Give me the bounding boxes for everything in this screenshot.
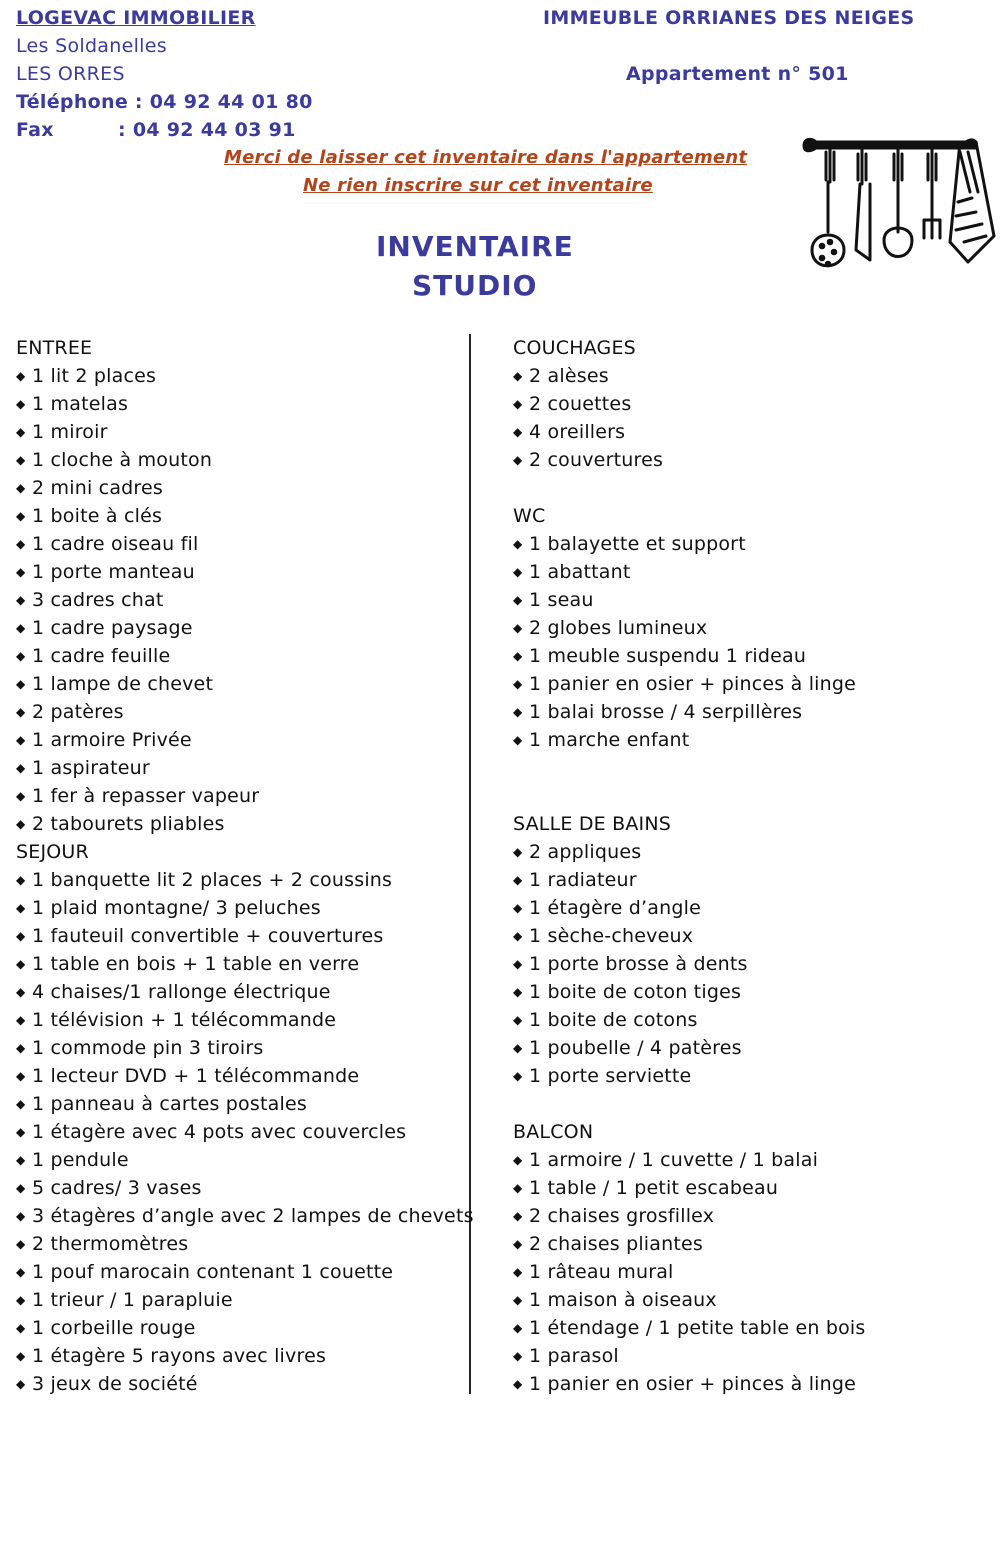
list-item-text: 1 panneau à cartes postales: [32, 1093, 307, 1115]
bullet-icon: ◆: [16, 677, 26, 691]
list-item: [513, 586, 866, 614]
bullet-icon: ◆: [16, 1377, 26, 1391]
list-item-text: 1 lecteur DVD + 1 télécommande: [32, 1065, 360, 1087]
list-item-text: 1 abattant: [529, 561, 631, 583]
list-item: [16, 1202, 474, 1230]
list-item: [16, 418, 474, 446]
bullet-icon: ◆: [16, 453, 26, 467]
list-item-text: 1 boite à clés: [32, 505, 163, 527]
list-item-text: 2 couettes: [529, 393, 632, 415]
list-item-text: 1 matelas: [32, 393, 129, 415]
list-item-text: 1 étagère d’angle: [529, 897, 701, 919]
bullet-icon: ◆: [513, 593, 523, 607]
spacer: [513, 474, 866, 502]
section-title-sejour: SEJOUR: [16, 841, 89, 863]
list-item-text: 1 panier en osier + pinces à linge: [529, 673, 857, 695]
list-item: [16, 922, 474, 950]
list-item: [513, 1146, 866, 1174]
list-item-text: 2 mini cadres: [32, 477, 164, 499]
list-item: [16, 782, 474, 810]
bullet-icon: ◆: [16, 817, 26, 831]
bullet-icon: ◆: [513, 1153, 523, 1167]
list-item-text: 1 parasol: [529, 1345, 619, 1367]
fax-number: : 04 92 44 03 91: [118, 119, 296, 141]
list-item: [513, 558, 866, 586]
list-item: [513, 1006, 866, 1034]
list-item: [513, 838, 866, 866]
page-subtitle: STUDIO: [412, 269, 538, 302]
list-item-text: 4 chaises/1 rallonge électrique: [32, 981, 331, 1003]
list-item: [16, 474, 474, 502]
bullet-icon: ◆: [513, 985, 523, 999]
list-item-text: 1 cadre paysage: [32, 617, 193, 639]
list-item: [513, 418, 866, 446]
bullet-icon: ◆: [16, 425, 26, 439]
bullet-icon: ◆: [513, 369, 523, 383]
list-item: [16, 1118, 474, 1146]
bullet-icon: ◆: [16, 985, 26, 999]
right-column: [513, 334, 866, 1398]
bullet-icon: ◆: [16, 901, 26, 915]
list-item-text: 2 tabourets pliables: [32, 813, 225, 835]
bullet-icon: ◆: [513, 1041, 523, 1055]
bullet-icon: ◆: [16, 1293, 26, 1307]
bullet-icon: ◆: [513, 957, 523, 971]
list-item: [513, 446, 866, 474]
bullet-icon: ◆: [513, 677, 523, 691]
bullet-icon: ◆: [16, 929, 26, 943]
bullet-icon: ◆: [16, 369, 26, 383]
list-item: [513, 530, 866, 558]
bullet-icon: ◆: [513, 1013, 523, 1027]
list-item-text: 1 étagère 5 rayons avec livres: [32, 1345, 327, 1367]
list-item-text: 1 étagère avec 4 pots avec couvercles: [32, 1121, 407, 1143]
list-item-text: 1 porte brosse à dents: [529, 953, 748, 975]
list-item-text: 2 patères: [32, 701, 124, 723]
spacer: [513, 782, 866, 810]
section-title-entree: ENTREE: [16, 337, 93, 359]
list-item: [16, 1230, 474, 1258]
bullet-icon: ◆: [513, 425, 523, 439]
list-item-text: 1 commode pin 3 tiroirs: [32, 1037, 264, 1059]
list-item: [16, 390, 474, 418]
list-item-text: 1 fer à repasser vapeur: [32, 785, 260, 807]
list-item: [513, 698, 866, 726]
list-item-text: 1 panier en osier + pinces à linge: [529, 1373, 857, 1395]
bullet-icon: ◆: [513, 537, 523, 551]
bullet-icon: ◆: [16, 1321, 26, 1335]
bullet-icon: ◆: [16, 1349, 26, 1363]
list-item-text: 1 seau: [529, 589, 594, 611]
list-item: [513, 978, 866, 1006]
bullet-icon: ◆: [513, 929, 523, 943]
bullet-icon: ◆: [16, 957, 26, 971]
kitchen-utensils-icon: [800, 132, 1000, 280]
apartment-number: Appartement n° 501: [626, 63, 849, 85]
bullet-icon: ◆: [16, 593, 26, 607]
list-item-text: 1 balai brosse / 4 serpillères: [529, 701, 803, 723]
notice-leave-inventory: Merci de laisser cet inventaire dans l'appartement: [224, 147, 748, 168]
list-item: [16, 670, 474, 698]
list-item-text: 3 cadres chat: [32, 589, 164, 611]
list-item: [16, 530, 474, 558]
list-item: [513, 1286, 866, 1314]
list-item-text: 3 jeux de société: [32, 1373, 198, 1395]
list-item: [513, 1062, 866, 1090]
bullet-icon: ◆: [513, 1293, 523, 1307]
list-item: [16, 1062, 474, 1090]
phone-number: Téléphone : 04 92 44 01 80: [16, 91, 313, 113]
list-item-text: 1 râteau mural: [529, 1261, 674, 1283]
list-item-text: 1 boite de coton tiges: [529, 981, 742, 1003]
bullet-icon: ◆: [513, 397, 523, 411]
list-item: [513, 1258, 866, 1286]
bullet-icon: ◆: [16, 1237, 26, 1251]
list-item: [16, 502, 474, 530]
bullet-icon: ◆: [16, 1041, 26, 1055]
list-item: [16, 1034, 474, 1062]
bullet-icon: ◆: [16, 1265, 26, 1279]
list-item: [16, 866, 474, 894]
list-item: [513, 614, 866, 642]
section-title-balcon: BALCON: [513, 1121, 594, 1143]
list-item-text: 1 poubelle / 4 patères: [529, 1037, 742, 1059]
list-item: [513, 1230, 866, 1258]
list-item-text: 4 oreillers: [529, 421, 626, 443]
bullet-icon: ◆: [16, 1097, 26, 1111]
bullet-icon: ◆: [16, 705, 26, 719]
bullet-icon: ◆: [513, 1181, 523, 1195]
bullet-icon: ◆: [513, 733, 523, 747]
bullet-icon: ◆: [513, 901, 523, 915]
list-item: [16, 950, 474, 978]
list-item: [513, 642, 866, 670]
bullet-icon: ◆: [16, 537, 26, 551]
list-item-text: 2 globes lumineux: [529, 617, 708, 639]
list-item: [16, 1174, 474, 1202]
bullet-icon: ◆: [513, 1237, 523, 1251]
list-item: [16, 558, 474, 586]
list-item-text: 2 chaises pliantes: [529, 1233, 704, 1255]
bullet-icon: ◆: [16, 509, 26, 523]
list-item: [513, 1034, 866, 1062]
section-title-salle-de-bains: SALLE DE BAINS: [513, 813, 672, 835]
list-salle-de-bains: [513, 838, 866, 1090]
list-item-text: 3 étagères d’angle avec 2 lampes de chevets: [32, 1205, 474, 1227]
list-item: [16, 1090, 474, 1118]
list-item: [16, 726, 474, 754]
bullet-icon: ◆: [513, 1377, 523, 1391]
bullet-icon: ◆: [513, 649, 523, 663]
list-item-text: 1 corbeille rouge: [32, 1317, 196, 1339]
list-item: [16, 1342, 474, 1370]
list-item-text: 1 trieur / 1 parapluie: [32, 1289, 233, 1311]
list-item-text: 2 couvertures: [529, 449, 664, 471]
list-item-text: 1 porte manteau: [32, 561, 195, 583]
list-item: [16, 754, 474, 782]
list-item-text: 1 table / 1 petit escabeau: [529, 1177, 779, 1199]
list-item-text: 1 armoire Privée: [32, 729, 192, 751]
list-item: [16, 614, 474, 642]
list-item-text: 1 lampe de chevet: [32, 673, 214, 695]
list-item-text: 1 fauteuil convertible + couvertures: [32, 925, 384, 947]
list-item-text: 1 miroir: [32, 421, 108, 443]
list-item-text: 1 armoire / 1 cuvette / 1 balai: [529, 1149, 819, 1171]
list-item-text: 1 lit 2 places: [32, 365, 157, 387]
list-item-text: 1 marche enfant: [529, 729, 690, 751]
list-item-text: 1 cloche à mouton: [32, 449, 213, 471]
section-title-wc: WC: [513, 505, 546, 527]
list-item: [16, 642, 474, 670]
bullet-icon: ◆: [16, 1013, 26, 1027]
list-item-text: 1 télévision + 1 télécommande: [32, 1009, 337, 1031]
spacer: [513, 1090, 866, 1118]
list-item: [513, 1202, 866, 1230]
bullet-icon: ◆: [16, 873, 26, 887]
list-balcon: [513, 1146, 866, 1398]
list-item: [16, 1146, 474, 1174]
bullet-icon: ◆: [16, 621, 26, 635]
list-item: [513, 1314, 866, 1342]
list-couchages: [513, 362, 866, 474]
agency-name: LOGEVAC IMMOBILIER: [16, 7, 256, 29]
list-item: [513, 1342, 866, 1370]
list-item: [513, 1174, 866, 1202]
list-item-text: 1 radiateur: [529, 869, 637, 891]
bullet-icon: ◆: [513, 565, 523, 579]
bullet-icon: ◆: [16, 761, 26, 775]
list-item-text: 2 thermomètres: [32, 1233, 189, 1255]
list-item: [513, 670, 866, 698]
list-sejour: [16, 866, 474, 1398]
list-entree: [16, 362, 474, 838]
bullet-icon: ◆: [16, 565, 26, 579]
list-item: [513, 362, 866, 390]
list-item: [513, 950, 866, 978]
list-item-text: 1 sèche-cheveux: [529, 925, 694, 947]
list-item-text: 1 étendage / 1 petite table en bois: [529, 1317, 866, 1339]
building-name: IMMEUBLE ORRIANES DES NEIGES: [543, 7, 915, 29]
bullet-icon: ◆: [513, 1069, 523, 1083]
list-item: [16, 810, 474, 838]
list-item: [513, 922, 866, 950]
bullet-icon: ◆: [16, 1069, 26, 1083]
bullet-icon: ◆: [16, 481, 26, 495]
list-item-text: 1 table en bois + 1 table en verre: [32, 953, 360, 975]
bullet-icon: ◆: [16, 1181, 26, 1195]
bullet-icon: ◆: [16, 1209, 26, 1223]
bullet-icon: ◆: [513, 1321, 523, 1335]
list-item: [513, 1370, 866, 1398]
bullet-icon: ◆: [513, 621, 523, 635]
list-item: [16, 894, 474, 922]
left-column: [16, 334, 474, 1398]
list-item: [513, 726, 866, 754]
list-item-text: 1 balayette et support: [529, 533, 746, 555]
bullet-icon: ◆: [16, 1125, 26, 1139]
list-item-text: 1 boite de cotons: [529, 1009, 698, 1031]
list-item: [16, 1314, 474, 1342]
list-item: [16, 586, 474, 614]
bullet-icon: ◆: [513, 845, 523, 859]
bullet-icon: ◆: [513, 1349, 523, 1363]
town-name: LES ORRES: [16, 63, 125, 85]
bullet-icon: ◆: [513, 705, 523, 719]
notice-do-not-write: Ne rien inscrire sur cet inventaire: [303, 175, 653, 196]
bullet-icon: ◆: [16, 397, 26, 411]
list-item-text: 1 porte serviette: [529, 1065, 692, 1087]
list-item-text: 1 pouf marocain contenant 1 couette: [32, 1261, 394, 1283]
list-item-text: 2 chaises grosfillex: [529, 1205, 715, 1227]
bullet-icon: ◆: [16, 1153, 26, 1167]
list-item-text: 1 maison à oiseaux: [529, 1289, 717, 1311]
bullet-icon: ◆: [16, 733, 26, 747]
list-item: [16, 446, 474, 474]
residence-name: Les Soldanelles: [16, 35, 167, 57]
fax-label: Fax: [16, 119, 54, 141]
list-item-text: 1 aspirateur: [32, 757, 150, 779]
list-item-text: 1 cadre oiseau fil: [32, 533, 199, 555]
bullet-icon: ◆: [16, 789, 26, 803]
list-item: [513, 894, 866, 922]
list-wc: [513, 530, 866, 754]
section-title-couchages: COUCHAGES: [513, 337, 636, 359]
list-item-text: 5 cadres/ 3 vases: [32, 1177, 202, 1199]
list-item-text: 1 cadre feuille: [32, 645, 171, 667]
list-item: [513, 390, 866, 418]
bullet-icon: ◆: [16, 649, 26, 663]
bullet-icon: ◆: [513, 453, 523, 467]
list-item: [16, 978, 474, 1006]
bullet-icon: ◆: [513, 873, 523, 887]
list-item-text: 1 banquette lit 2 places + 2 coussins: [32, 869, 393, 891]
list-item: [513, 866, 866, 894]
list-item: [16, 1006, 474, 1034]
list-item-text: 1 plaid montagne/ 3 peluches: [32, 897, 321, 919]
list-item-text: 2 appliques: [529, 841, 642, 863]
list-item: [16, 1370, 474, 1398]
list-item-text: 2 alèses: [529, 365, 609, 387]
list-item: [16, 698, 474, 726]
list-item: [16, 362, 474, 390]
list-item: [16, 1286, 474, 1314]
bullet-icon: ◆: [513, 1265, 523, 1279]
list-item: [16, 1258, 474, 1286]
spacer: [513, 754, 866, 782]
list-item-text: 1 pendule: [32, 1149, 129, 1171]
page-title: INVENTAIRE: [376, 230, 574, 263]
bullet-icon: ◆: [513, 1209, 523, 1223]
list-item-text: 1 meuble suspendu 1 rideau: [529, 645, 807, 667]
